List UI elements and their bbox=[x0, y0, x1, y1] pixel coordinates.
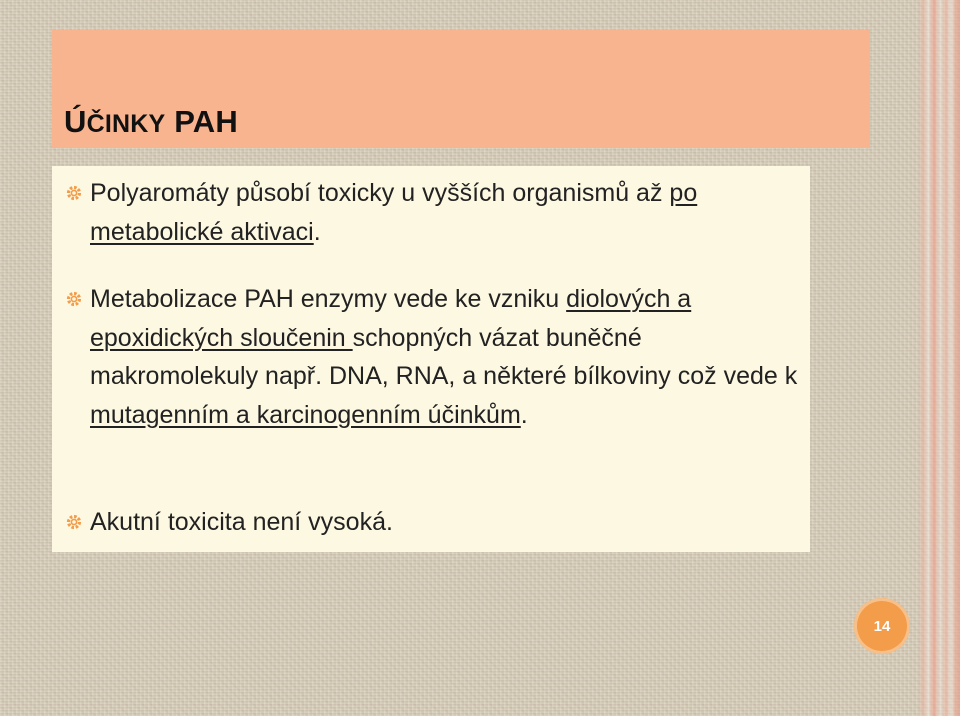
bullet-1-part-1: Polyaromáty působí toxicky u vyšších organismů až bbox=[90, 179, 670, 207]
gear-bullet-icon bbox=[66, 185, 82, 201]
bullet-3-text bbox=[90, 503, 804, 542]
gear-bullet-icon bbox=[66, 291, 82, 307]
decorative-right-stripes bbox=[918, 0, 960, 716]
page-number-badge bbox=[854, 598, 910, 654]
title-smallcaps: ČINKY bbox=[86, 110, 166, 138]
bullet-item-2 bbox=[52, 280, 810, 434]
slide-title bbox=[64, 100, 238, 146]
bullet-2-part-3: . bbox=[520, 400, 528, 429]
bullet-item-3 bbox=[52, 503, 810, 542]
title-initial: Ú bbox=[64, 104, 87, 139]
bullet-1-text bbox=[90, 174, 804, 251]
bullet-item-1 bbox=[52, 174, 810, 251]
bullet-1-part-2: . bbox=[313, 217, 321, 246]
content-box bbox=[52, 166, 810, 552]
bullet-2-text bbox=[90, 280, 804, 434]
title-rest: PAH bbox=[174, 104, 238, 139]
bullet-2-underlined-1: diolových a epoxidických sloučenin bbox=[90, 285, 692, 352]
bullet-1-underlined: po metabolické aktivaci bbox=[90, 179, 698, 246]
gear-bullet-icon bbox=[66, 514, 82, 530]
bullet-3-part-1: Akutní toxicita není vysoká. bbox=[90, 508, 393, 536]
page-number: 14 bbox=[873, 617, 891, 635]
bullet-2-part-1: Metabolizace PAH enzymy vede ke vzniku bbox=[90, 285, 567, 313]
bullet-2-part-2: schopných vázat buněčné makromolekuly např. DNA, RNA, a některé bílkoviny což vede k bbox=[90, 323, 798, 390]
bullet-2-underlined-2: mutagenním a karcinogenním účinkům bbox=[90, 400, 521, 429]
